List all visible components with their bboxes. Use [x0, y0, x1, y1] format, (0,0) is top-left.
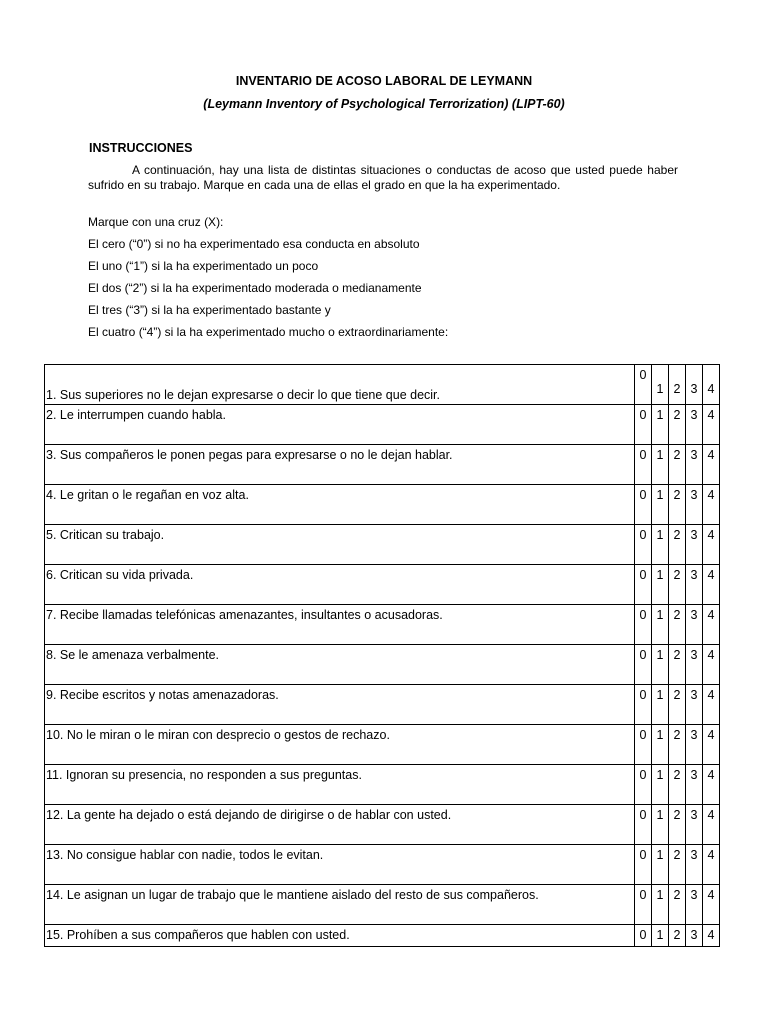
survey-row: [45, 485, 720, 525]
rating-option-2[interactable]: 2: [669, 685, 686, 725]
rating-option-1[interactable]: 1: [652, 605, 669, 645]
survey-question: 4. Le gritan o le regañan en voz alta.: [45, 485, 635, 525]
rating-option-0[interactable]: 0: [635, 605, 652, 645]
instructions-intro: A continuación, hay una lista de distintas situaciones o conductas de acoso que usted puede haber sufrido en su trabajo. Marque en cada una de ellas el grado en que la ha experimentado.: [88, 163, 678, 192]
rating-option-4[interactable]: 4: [703, 485, 720, 525]
rating-option-2[interactable]: 2: [669, 725, 686, 765]
rating-option-2[interactable]: 2: [669, 885, 686, 925]
survey-question: 6. Critican su vida privada.: [45, 565, 635, 605]
rating-option-3[interactable]: 3: [686, 605, 703, 645]
rating-option-2[interactable]: 2: [669, 925, 686, 947]
rating-option-2[interactable]: 2: [669, 525, 686, 565]
rating-option-2[interactable]: 2: [669, 485, 686, 525]
rating-option-4[interactable]: 4: [703, 845, 720, 885]
rating-option-0[interactable]: 0: [635, 925, 652, 947]
rating-option-2[interactable]: 2: [669, 805, 686, 845]
survey-question: 11. Ignoran su presencia, no responden a sus preguntas.: [45, 765, 635, 805]
rating-option-4[interactable]: 4: [703, 565, 720, 605]
rating-option-1[interactable]: 1: [652, 525, 669, 565]
survey-question: 9. Recibe escritos y notas amenazadoras.: [45, 685, 635, 725]
survey-row: [45, 445, 720, 485]
rating-option-2[interactable]: 2: [669, 565, 686, 605]
survey-question: 3. Sus compañeros le ponen pegas para expresarse o no le dejan hablar.: [45, 445, 635, 485]
instruction-option: El uno (“1”) si la ha experimentado un poco: [88, 259, 319, 273]
survey-question: 10. No le miran o le miran con desprecio o gestos de rechazo.: [45, 725, 635, 765]
survey-question: 1. Sus superiores no le dejan expresarse o decir lo que tiene que decir.: [45, 365, 635, 405]
survey-row: [45, 845, 720, 885]
rating-option-0[interactable]: 0: [635, 805, 652, 845]
rating-option-3[interactable]: 3: [686, 925, 703, 947]
rating-option-1[interactable]: 1: [652, 645, 669, 685]
survey-row: [45, 525, 720, 565]
rating-option-4[interactable]: 4: [703, 645, 720, 685]
document-title: INVENTARIO DE ACOSO LABORAL DE LEYMANN: [235, 74, 533, 88]
rating-option-3[interactable]: 3: [686, 765, 703, 805]
rating-option-4[interactable]: 4: [703, 805, 720, 845]
rating-option-4[interactable]: 4: [703, 725, 720, 765]
survey-row: [45, 925, 720, 947]
survey-row: [45, 365, 720, 405]
survey-row: [45, 765, 720, 805]
rating-option-2[interactable]: 2: [669, 445, 686, 485]
rating-option-0[interactable]: 0: [635, 685, 652, 725]
survey-question: 13. No consigue hablar con nadie, todos le evitan.: [45, 845, 635, 885]
rating-option-0[interactable]: 0: [635, 525, 652, 565]
survey-question: 5. Critican su trabajo.: [45, 525, 635, 565]
survey-question: 15. Prohíben a sus compañeros que hablen con usted.: [45, 925, 635, 947]
rating-option-1[interactable]: 1: [652, 565, 669, 605]
rating-option-3[interactable]: 3: [686, 365, 703, 405]
survey-question: 8. Se le amenaza verbalmente.: [45, 645, 635, 685]
rating-option-0[interactable]: 0: [635, 885, 652, 925]
rating-option-0[interactable]: 0: [635, 845, 652, 885]
rating-option-0[interactable]: 0: [635, 725, 652, 765]
rating-option-3[interactable]: 3: [686, 485, 703, 525]
rating-option-1[interactable]: 1: [652, 405, 669, 445]
rating-option-1[interactable]: 1: [652, 845, 669, 885]
rating-option-4[interactable]: 4: [703, 365, 720, 405]
rating-option-1[interactable]: 1: [652, 765, 669, 805]
rating-option-0[interactable]: 0: [635, 565, 652, 605]
survey-row: [45, 885, 720, 925]
instruction-option: Marque con una cruz (X):: [88, 215, 224, 229]
survey-table: [44, 364, 720, 947]
rating-option-1[interactable]: 1: [652, 365, 669, 405]
rating-option-3[interactable]: 3: [686, 445, 703, 485]
instruction-option: El tres (“3”) si la ha experimentado bastante y: [88, 303, 331, 317]
rating-option-1[interactable]: 1: [652, 805, 669, 845]
rating-option-0[interactable]: 0: [635, 365, 652, 405]
instruction-option: El dos (“2”) si la ha experimentado moderada o medianamente: [88, 281, 422, 295]
rating-option-4[interactable]: 4: [703, 765, 720, 805]
instructions-heading: INSTRUCCIONES: [89, 141, 193, 155]
rating-option-4[interactable]: 4: [703, 525, 720, 565]
rating-option-3[interactable]: 3: [686, 725, 703, 765]
rating-option-2[interactable]: 2: [669, 365, 686, 405]
rating-option-2[interactable]: 2: [669, 765, 686, 805]
survey-row: [45, 805, 720, 845]
rating-option-2[interactable]: 2: [669, 845, 686, 885]
rating-option-1[interactable]: 1: [652, 925, 669, 947]
rating-option-1[interactable]: 1: [652, 885, 669, 925]
document-subtitle: (Leymann Inventory of Psychological Terrorization) (LIPT-60): [203, 97, 565, 111]
rating-option-0[interactable]: 0: [635, 645, 652, 685]
rating-option-4[interactable]: 4: [703, 685, 720, 725]
rating-option-3[interactable]: 3: [686, 405, 703, 445]
survey-row: [45, 405, 720, 445]
survey-question: 12. La gente ha dejado o está dejando de dirigirse o de hablar con usted.: [45, 805, 635, 845]
survey-row: [45, 645, 720, 685]
instruction-option: El cero (“0”) si no ha experimentado esa conducta en absoluto: [88, 237, 420, 251]
rating-option-0[interactable]: 0: [635, 445, 652, 485]
survey-row: [45, 685, 720, 725]
rating-option-2[interactable]: 2: [669, 645, 686, 685]
survey-question: 2. Le interrumpen cuando habla.: [45, 405, 635, 445]
rating-option-2[interactable]: 2: [669, 605, 686, 645]
rating-option-3[interactable]: 3: [686, 525, 703, 565]
rating-option-3[interactable]: 3: [686, 685, 703, 725]
rating-option-3[interactable]: 3: [686, 885, 703, 925]
rating-option-0[interactable]: 0: [635, 485, 652, 525]
rating-option-1[interactable]: 1: [652, 445, 669, 485]
survey-row: [45, 725, 720, 765]
survey-question: 7. Recibe llamadas telefónicas amenazantes, insultantes o acusadoras.: [45, 605, 635, 645]
survey-question: 14. Le asignan un lugar de trabajo que le mantiene aislado del resto de sus compañeros.: [45, 885, 635, 925]
survey-row: [45, 605, 720, 645]
rating-option-3[interactable]: 3: [686, 645, 703, 685]
rating-option-1[interactable]: 1: [652, 725, 669, 765]
rating-option-3[interactable]: 3: [686, 845, 703, 885]
instruction-option: El cuatro (“4”) si la ha experimentado mucho o extraordinariamente:: [88, 325, 449, 339]
rating-option-4[interactable]: 4: [703, 925, 720, 947]
survey-row: [45, 565, 720, 605]
rating-option-0[interactable]: 0: [635, 765, 652, 805]
rating-option-3[interactable]: 3: [686, 565, 703, 605]
rating-option-1[interactable]: 1: [652, 485, 669, 525]
rating-option-2[interactable]: 2: [669, 405, 686, 445]
rating-option-0[interactable]: 0: [635, 405, 652, 445]
rating-option-1[interactable]: 1: [652, 685, 669, 725]
rating-option-4[interactable]: 4: [703, 885, 720, 925]
rating-option-4[interactable]: 4: [703, 445, 720, 485]
rating-option-4[interactable]: 4: [703, 605, 720, 645]
rating-option-4[interactable]: 4: [703, 405, 720, 445]
rating-option-3[interactable]: 3: [686, 805, 703, 845]
